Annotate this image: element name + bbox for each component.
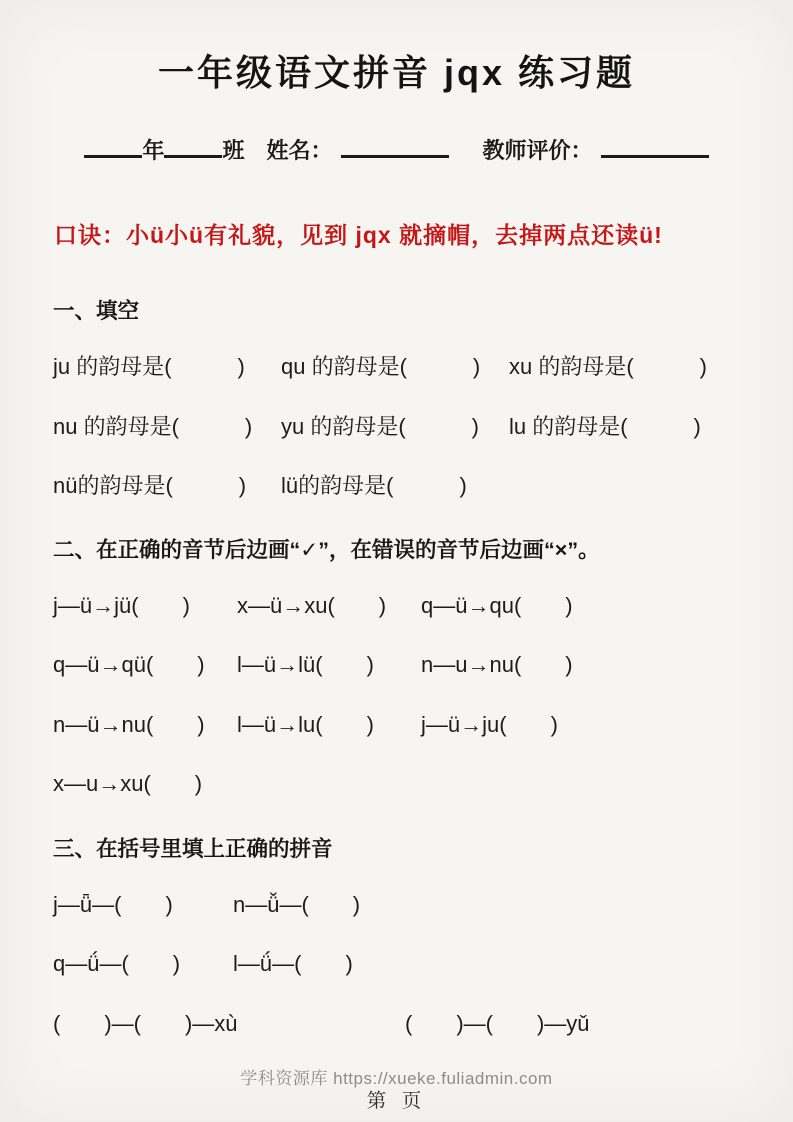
worksheet-row xyxy=(53,950,793,978)
mnemonic-rhyme: 口诀：小ü小ü有礼貌，见到 jqx 就摘帽，去掉两点还读ü! xyxy=(54,222,663,248)
syllable-item: l—ü→lü( ) xyxy=(237,652,374,677)
syllable-item: q—ü→qü( ) xyxy=(53,652,205,677)
fill-item: nü的韵母是( ) xyxy=(53,473,247,498)
worksheet-row xyxy=(53,651,793,679)
pinyin-item: q—ǘ—( ) xyxy=(53,951,181,976)
fill-item: qu 的韵母是( ) xyxy=(281,354,481,379)
worksheet-row xyxy=(53,413,793,441)
pinyin-item: ( )—( )—yǔ xyxy=(405,1010,590,1036)
pinyin-item: ( )—( )—xù xyxy=(53,1010,238,1036)
worksheet-row xyxy=(53,711,793,739)
student-info-line xyxy=(0,134,793,165)
syllable-item: x—ü→xu( ) xyxy=(237,592,387,618)
worksheet-row xyxy=(53,1010,793,1038)
syllable-item: j—ü→jü( ) xyxy=(53,592,190,618)
worksheet-row xyxy=(53,472,793,500)
fill-item: nu 的韵母是( ) xyxy=(53,413,253,439)
section2-heading: 二、在正确的音节后边画“✓”，在错误的音节后边画“×”。 xyxy=(53,537,600,562)
fill-item: ju 的韵母是( ) xyxy=(53,354,245,379)
name-label: 姓名： xyxy=(266,138,333,163)
syllable-item: n—ü→nu( ) xyxy=(53,711,205,737)
syllable-item: n—u→nu( ) xyxy=(421,652,573,677)
worksheet-row xyxy=(53,353,793,381)
name-blank xyxy=(341,138,449,158)
syllable-item: j—ü→ju( ) xyxy=(421,711,558,737)
section-fill-in-finals xyxy=(0,294,793,500)
fill-item: lu 的韵母是( ) xyxy=(509,413,701,439)
page-title: 一年级语文拼音 jqx 练习题 xyxy=(157,52,636,93)
section-write-pinyin xyxy=(0,832,793,1038)
worksheet-row xyxy=(53,770,793,798)
section-check-syllables xyxy=(0,533,793,798)
watermark-text: 学科资源库 https://xueke.fuliadmin.com xyxy=(240,1069,553,1088)
class-label: 班 xyxy=(222,138,245,163)
fill-item: xu 的韵母是( ) xyxy=(509,354,708,379)
section1-heading: 一、填空 xyxy=(53,299,140,323)
section3-heading: 三、在括号里填上正确的拼音 xyxy=(53,836,333,861)
pinyin-item: j—ǖ—( ) xyxy=(53,891,173,917)
year-blank xyxy=(84,138,142,158)
fill-item: yu 的韵母是( ) xyxy=(281,413,480,439)
pinyin-item: l—ǘ—( ) xyxy=(233,951,353,976)
syllable-item: l—ü→lu( ) xyxy=(237,711,374,737)
year-label: 年 xyxy=(142,138,165,163)
teacher-evaluation-label: 教师评价： xyxy=(482,138,593,163)
teacher-evaluation-blank xyxy=(601,138,709,158)
page-footer xyxy=(0,1064,793,1113)
page-number-label: 第 页 xyxy=(366,1090,427,1112)
worksheet-row xyxy=(53,891,793,919)
syllable-item: x—u→xu( ) xyxy=(53,771,203,796)
pinyin-item: n—ǚ—( ) xyxy=(233,891,361,917)
syllable-item: q—ü→qu( ) xyxy=(421,592,573,618)
worksheet-row xyxy=(53,592,793,620)
fill-item: lü的韵母是( ) xyxy=(281,473,467,498)
class-blank xyxy=(164,138,222,158)
